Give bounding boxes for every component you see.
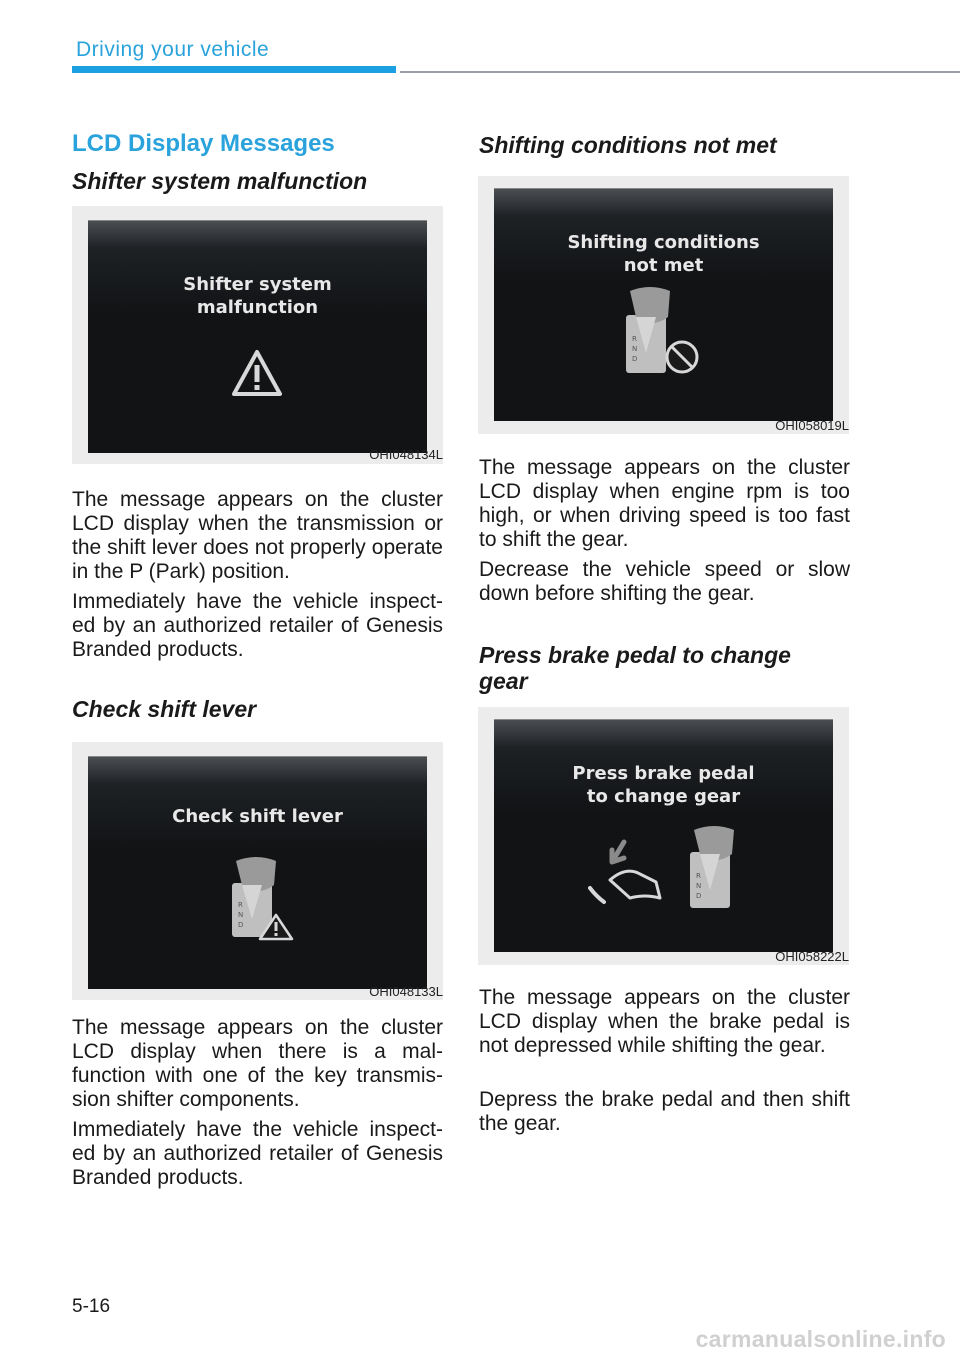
figure-check-shift-lever [72, 742, 443, 1000]
page-number: 5-16 [72, 1296, 111, 1317]
figure-shifter-malfunction [72, 206, 443, 464]
figure-press-brake-pedal [478, 707, 849, 965]
gear-shifter-icon [686, 824, 748, 912]
gear-shifter-icon [228, 855, 298, 941]
screen-message: Shifter system malfunction [183, 274, 332, 318]
heading-shifting-conditions: Shifting conditions not met [479, 132, 777, 158]
cluster-screen [88, 756, 427, 989]
paragraph: The message appears on the cluster LCD display when the transmission or the shift lever does not properly operate in the P (Park) position. [72, 488, 443, 583]
shifter-label-r: R [696, 872, 701, 880]
section-title: LCD Display Messages [72, 130, 335, 157]
watermark: carmanualsonline.info [695, 1326, 946, 1352]
figure-code: OHI048134L [369, 447, 443, 462]
screen-message: Shifting conditions not met [567, 232, 760, 276]
shifter-label-d: D [696, 892, 702, 900]
cluster-screen [494, 188, 833, 421]
cluster-screen [494, 719, 833, 952]
paragraph: Immediately have the vehicle inspect-ed by an authorized retailer of Genesis Branded products. [72, 1118, 443, 1189]
heading-shifter-malfunction: Shifter system malfunction [72, 168, 368, 194]
running-header: Driving your vehicle [76, 38, 270, 61]
figure-code: OHI048133L [369, 984, 443, 999]
brake-pedal-icon [582, 836, 672, 906]
shifter-label-n: N [238, 911, 244, 919]
header-accent-bar [72, 66, 396, 73]
heading-press-brake-pedal: Press brake pedal to change gear [479, 642, 791, 694]
shifter-label-n: N [696, 882, 702, 890]
paragraph: The message appears on the cluster LCD display when engine rpm is too high, or when driving speed is too fast to shift the gear. [479, 456, 850, 551]
paragraph: The message appears on the cluster LCD display when the brake pedal is not depressed while shifting the gear. [479, 986, 850, 1057]
shifter-label-d: D [238, 921, 244, 929]
heading-check-shift-lever: Check shift lever [72, 696, 257, 722]
shifter-label-r: R [632, 335, 637, 343]
cluster-screen [88, 220, 427, 453]
header-rule [400, 71, 960, 73]
figure-code: OHI058222L [775, 949, 849, 964]
figure-shifting-conditions [478, 176, 849, 434]
figure-code: OHI058019L [775, 418, 849, 433]
screen-message: Press brake pedal to change gear [572, 763, 755, 807]
shifter-label-r: R [238, 901, 243, 909]
screen-message: Check shift lever [172, 806, 343, 827]
paragraph: Decrease the vehicle speed or slow down before shifting the gear. [479, 558, 850, 605]
paragraph: Depress the brake pedal and then shift the gear. [479, 1088, 850, 1135]
gear-shifter-icon [622, 285, 708, 381]
paragraph: The message appears on the cluster LCD display when there is a mal-function with one of the key transmis-sion shifter components. [72, 1016, 443, 1111]
warning-triangle-icon [231, 349, 283, 397]
shifter-label-n: N [632, 345, 638, 353]
paragraph: Immediately have the vehicle inspect-ed by an authorized retailer of Genesis Branded products. [72, 590, 443, 661]
shifter-label-d: D [632, 355, 638, 363]
